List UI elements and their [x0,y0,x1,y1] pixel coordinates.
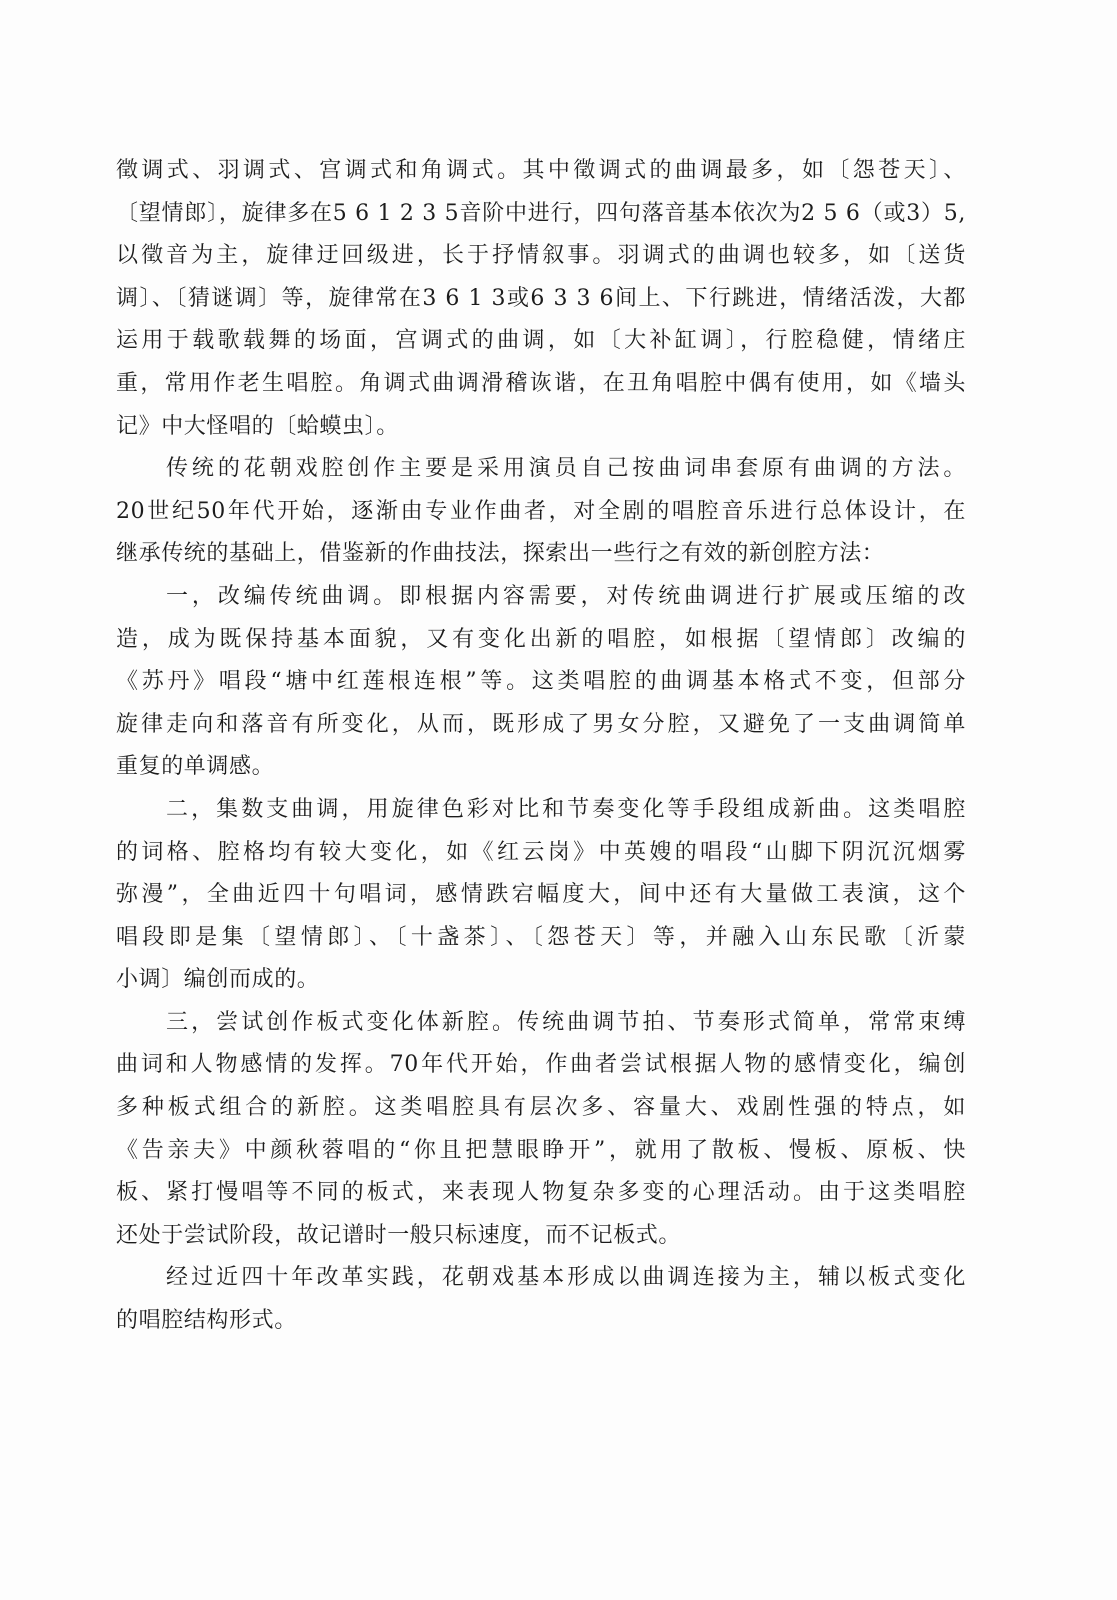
text-line: 小调〕编创而成的。 [116,967,320,993]
text-line: 《告亲夫》中颜秋蓉唱的“你且把慧眼睁开”，就用了散板、慢板、原板、快 [116,1137,966,1163]
text-line: 唱段即是集〔望情郎〕、〔十盏茶〕、〔怨苍天〕等，并融入山东民歌〔沂蒙 [116,924,966,950]
paragraph-creation-intro [116,448,966,576]
text-line: 继承传统的基础上，借鉴新的作曲技法，探索出一些行之有效的新创腔方法： [116,541,885,567]
text-line: 板、紧打慢唱等不同的板式，来表现人物复杂多变的心理活动。由于这类唱腔 [116,1180,966,1206]
text-line: 调〕、〔猜谜调〕等，旋律常在3 6 1 3或6 3 3 6间上、下行跳进，情绪活泼，大都 [116,285,966,311]
text-line: 20世纪50年代开始，逐渐由专业作曲者，对全剧的唱腔音乐进行总体设计，在 [116,498,966,524]
text-line: 以徵音为主，旋律迂回级进，长于抒情叙事。羽调式的曲调也较多，如〔送货 [116,243,966,269]
text-line: 《苏丹》唱段“塘中红莲根连根”等。这类唱腔的曲调基本格式不变，但部分 [116,669,966,695]
text-line: 三，尝试创作板式变化体新腔。传统曲调节拍、节奏形式简单，常常束缚 [166,1009,966,1035]
paragraph-conclusion [116,1257,966,1342]
text-line: 重复的单调感。 [116,754,275,780]
paragraph-modes [116,150,966,448]
text-line: 徵调式、羽调式、宫调式和角调式。其中徵调式的曲调最多，如〔怨苍天〕、 [116,158,966,183]
text-line: 〔望情郎〕，旋律多在5 6 1 2 3 5音阶中进行，四句落音基本依次为2 5 6（或3）5, [116,200,966,226]
text-line: 的唱腔结构形式。 [116,1308,297,1334]
text-line: 运用于载歌载舞的场面，宫调式的曲调，如〔大补缸调〕，行腔稳健，情绪庄 [116,328,966,354]
paragraph-method-three [116,1002,966,1258]
text-line: 记》中大怪唱的〔蛤蟆虫〕。 [116,413,399,439]
text-line: 多种板式组合的新腔。这类唱腔具有层次多、容量大、戏剧性强的特点，如 [116,1095,966,1121]
body-text [116,150,966,1343]
text-line: 弥漫”，全曲近四十句唱词，感情跌宕幅度大，间中还有大量做工表演，这个 [116,882,966,908]
text-line: 传统的花朝戏腔创作主要是采用演员自己按曲词串套原有曲调的方法。 [166,456,966,482]
text-line: 曲词和人物感情的发挥。70年代开始，作曲者尝试根据人物的感情变化，编创 [116,1052,966,1078]
paragraph-method-one [116,576,966,789]
text-line: 二，集数支曲调，用旋律色彩对比和节奏变化等手段组成新曲。这类唱腔 [166,796,966,822]
paragraph-method-two [116,789,966,1002]
text-line: 的词格、腔格均有较大变化，如《红云岗》中英嫂的唱段“山脚下阴沉沉烟雾 [116,839,966,865]
text-line: 还处于尝试阶段，故记谱时一般只标速度，而不记板式。 [116,1222,682,1248]
text-line: 造，成为既保持基本面貌，又有变化出新的唱腔，如根据〔望情郎〕改编的 [116,626,966,652]
text-line: 一，改编传统曲调。即根据内容需要，对传统曲调进行扩展或压缩的改 [166,583,966,609]
text-line: 重，常用作老生唱腔。角调式曲调滑稽诙谐，在丑角唱腔中偶有使用，如《墙头 [116,370,966,396]
text-line: 旋律走向和落音有所变化，从而，既形成了男女分腔，又避免了一支曲调简单 [116,711,966,737]
text-line: 经过近四十年改革实践，花朝戏基本形成以曲调连接为主，辅以板式变化 [166,1265,966,1291]
